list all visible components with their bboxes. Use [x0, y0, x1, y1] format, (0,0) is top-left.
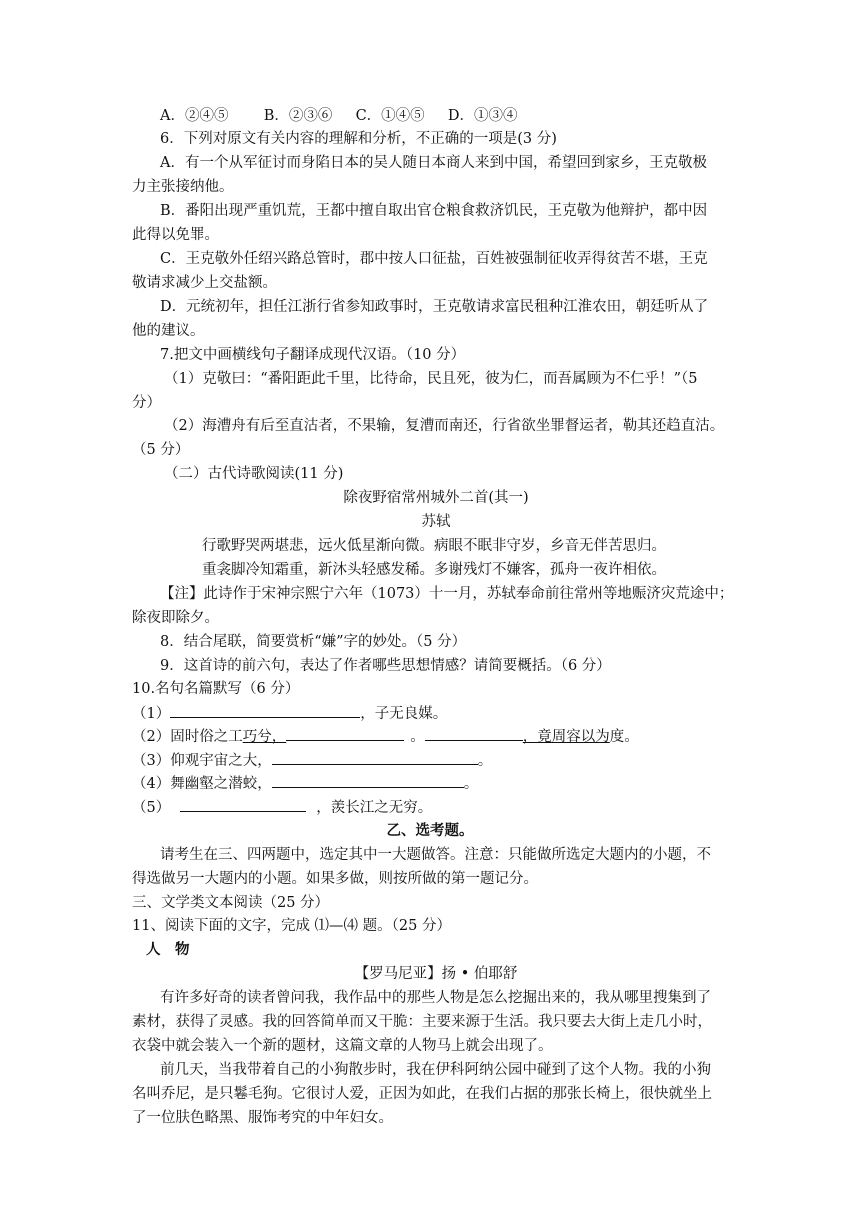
q10-item-4-head: （4）舞幽壑之潜蛟，	[132, 776, 272, 792]
q7-sentence-1: （1）克敬曰：“番阳距此千里，比待命，民且死，彼为仁，而吾属顾为不仁乎！”（5	[164, 371, 698, 387]
answer-blank[interactable]	[272, 772, 464, 788]
option-b: B．②③⑥	[263, 108, 333, 124]
story-byline: 【罗马尼亚】扬 • 伯耶舒	[354, 966, 518, 982]
q6-option-b-line1: B．番阳出现严重饥荒，王都中擅自取出官仓粮食救济饥民，王克敬为他辩护，都中因	[160, 203, 708, 219]
elective-instruction-line2: 得选做另一大题内的小题。如果多做，则按所做的第一题记分。	[132, 871, 538, 887]
story-paragraph-1-line2: 素材，获得了灵感。我的回答简单而又干脆：主要来源于生活。我只要去大街上走几小时，	[132, 1014, 712, 1030]
q10-item-5-number: （5）	[132, 800, 171, 816]
q10-item-5	[132, 796, 432, 819]
q6-option-c-line1: C．王克敬外任绍兴路总管时，郡中按人口征盐，百姓被强制征收弄得贫苦不堪，王克	[160, 251, 708, 267]
story-paragraph-2-line3: 了一位肤色略黑、服饰考究的中年妇女。	[132, 1110, 393, 1126]
q10-item-3	[132, 749, 492, 772]
q10-item-2-underlined: 巧兮，	[242, 729, 287, 745]
q6-option-a-line2: 力主张接纳他。	[132, 179, 234, 195]
option-c: C．①④⑤	[355, 108, 425, 124]
poem-line-2: 重衾脚冷知霜重，新沐头轻感发稀。多谢残灯不嫌客，孤舟一夜许相依。	[202, 562, 666, 578]
story-paragraph-2-line1: 前几天，当我带着自己的小狗散步时，我在伊科阿纳公园中碰到了这个人物。我的小狗	[160, 1062, 711, 1078]
story-paragraph-1-line3: 衣袋中就会装入一个新的题材，这篇文章的人物马上就会出现了。	[132, 1038, 553, 1054]
answer-blank[interactable]	[180, 796, 306, 812]
q10-item-1	[132, 702, 447, 725]
q6-option-c-line2: 敬请求减少上交盐额。	[132, 275, 277, 291]
q10-item-2-mid: 。	[410, 729, 425, 745]
q10-item-2-end: 度。	[609, 729, 639, 745]
q6-stem: 6．下列对原文有关内容的理解和分析，不正确的一项是(3 分)	[160, 131, 557, 147]
story-paragraph-2-line2: 名叫乔尼，是只鬈毛狗。它很讨人爱，正因为如此，在我们占据的那张长椅上，很快就坐上	[132, 1086, 712, 1102]
poetry-section-heading: （二）古代诗歌阅读(11 分)	[164, 466, 344, 482]
q8: 8．结合尾联，简要赏析“嫌”字的妙处。（5 分）	[160, 634, 467, 650]
q6-option-a-line1: A．有一个从军征讨而身陷日本的吴人随日本商人来到中国，希望回到家乡，王克敬极	[160, 155, 707, 171]
q11-stem: 11、阅读下面的文字，完成 ⑴—⑷ 题。（25 分）	[132, 918, 451, 934]
answer-blank[interactable]	[425, 725, 523, 741]
q6-option-d-line1: D．元统初年，担任江浙行省参知政事时，王克敬请求富民租种江淮农田，朝廷听从了	[160, 299, 709, 315]
answer-blank[interactable]	[170, 702, 360, 718]
story-title: 人 物	[146, 941, 190, 958]
q6-option-d-line2: 他的建议。	[132, 323, 205, 339]
q10-item-4	[132, 772, 478, 795]
q10-item-2-tail: ，竟周容以为	[522, 729, 610, 745]
q10-item-3-end: 。	[477, 753, 493, 769]
answer-blank[interactable]	[272, 749, 478, 765]
q9: 9．这首诗的前六句，表达了作者哪些思想情感？请简要概括。（6 分）	[160, 658, 611, 674]
poem-title: 除夜野宿常州城外二首(其一)	[343, 490, 529, 506]
poem-note-line2: 除夜即除夕。	[132, 610, 219, 626]
answer-blank[interactable]	[286, 725, 404, 741]
q10-item-1-tail: ，子无良媒。	[360, 706, 448, 722]
q6-option-b-line2: 此得以免罪。	[132, 227, 219, 243]
q7-sentence-1-points: 分）	[132, 395, 161, 411]
story-paragraph-1-line1: 有许多好奇的读者曾问我，我作品中的那些人物是怎么挖掘出来的，我从哪里搜集到了	[160, 990, 711, 1006]
q7-stem: 7.把文中画横线句子翻译成现代汉语。（10 分）	[160, 347, 466, 363]
elective-instruction-line1: 请考生在三、四两题中，选定其中一大题做答。注意：只能做所选定大题内的小题，不	[160, 847, 711, 863]
q10-item-2-head: （2）固时俗之工	[132, 729, 243, 745]
poem-line-1: 行歌野哭两堪悲，远火低星渐向微。病眼不眠非守岁，乡音无伴苦思归。	[202, 538, 666, 554]
q10-stem: 10.名句名篇默写（6 分）	[132, 681, 300, 697]
section-3-heading: 三、文学类文本阅读（25 分）	[132, 895, 330, 911]
poem-note-line1: 【注】此诗作于宋神宗熙宁六年（1073）十一月，苏轼奉命前往常州等地赈济灾荒途中；	[160, 586, 734, 602]
option-a: A．②④⑤	[160, 108, 229, 124]
option-d: D．①③④	[447, 108, 518, 124]
q10-item-3-head: （3）仰观宇宙之大，	[132, 753, 272, 769]
q7-sentence-2-points: （5 分）	[132, 442, 190, 458]
elective-heading: 乙、选考题。	[386, 822, 474, 839]
q5-options	[160, 105, 518, 127]
q10-item-2	[132, 725, 639, 748]
poem-author: 苏轼	[421, 514, 451, 530]
q10-item-4-end: 。	[463, 776, 479, 792]
q10-item-1-number: （1）	[132, 706, 171, 722]
q7-sentence-2: （2）海漕舟有后至直沽者，不果输，复漕而南还，行省欲坐罪督运者，勒其还趋直沽。	[164, 418, 725, 434]
q10-item-5-tail: ，羡长江之无穷。	[316, 800, 433, 816]
